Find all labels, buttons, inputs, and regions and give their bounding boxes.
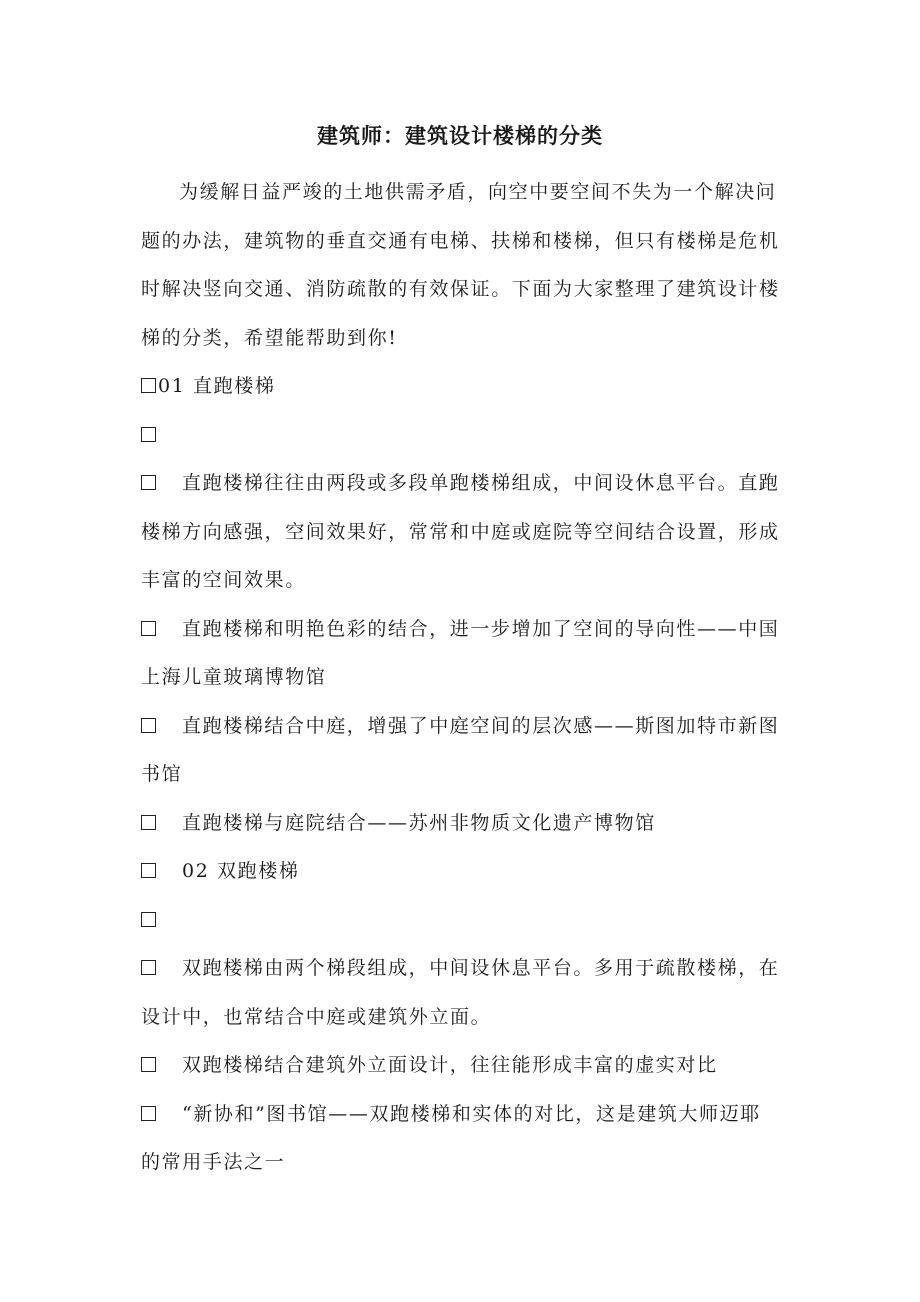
image-placeholder-icon (141, 815, 156, 830)
section1-heading (141, 362, 781, 411)
section2-paragraph-1 (141, 944, 781, 1041)
section2-paragraph-2-text: 双跑楼梯结合建筑外立面设计，往往能形成丰富的虚实对比 (182, 1054, 718, 1076)
image-placeholder-icon (141, 1106, 156, 1121)
section2-heading (141, 847, 781, 896)
section1-paragraph-1-text: 直跑楼梯往往由两段或多段单跑楼梯组成，中间设休息平台。直跑楼梯方向感强，空间效果好，常常和中庭或庭院等空间结合设置，形成丰富的空间效果。 (141, 472, 780, 591)
section2-paragraph-1-text: 双跑楼梯由两个梯段组成，中间设休息平台。多用于疏散楼梯，在设计中，也常结合中庭或建筑外立面。 (141, 957, 780, 1028)
image-placeholder-icon (141, 912, 156, 927)
section1-paragraph-3 (141, 702, 781, 799)
image-placeholder-row (141, 411, 781, 460)
image-placeholder-row (141, 896, 781, 945)
section2-heading-text: 02 双跑楼梯 (182, 860, 300, 882)
section2-paragraph-2 (141, 1041, 781, 1090)
section1-paragraph-2 (141, 605, 781, 702)
image-placeholder-icon (141, 378, 156, 393)
section1-paragraph-3-text: 直跑楼梯结合中庭，增强了中庭空间的层次感——斯图加特市新图书馆 (141, 714, 780, 785)
image-placeholder-icon (141, 960, 156, 975)
image-placeholder-icon (141, 863, 156, 878)
image-placeholder-icon (141, 1057, 156, 1072)
section2-paragraph-3 (141, 1090, 781, 1187)
intro-paragraph: 为缓解日益严竣的土地供需矛盾，向空中要空间不失为一个解决问题的办法，建筑物的垂直交通有电梯、扶梯和楼梯，但只有楼梯是危机时解决竖向交通、消防疏散的有效保证。下面为大家整理了建筑设计楼梯的分类，希望能帮助到你! (141, 181, 780, 349)
section1-paragraph-4-text: 直跑楼梯与庭院结合——苏州非物质文化遗产博物馆 (182, 811, 656, 834)
image-placeholder-icon (141, 621, 156, 636)
section1-paragraph-1 (141, 459, 781, 605)
document-body (141, 168, 781, 1187)
image-placeholder-icon (141, 427, 156, 442)
section1-paragraph-4 (141, 799, 781, 848)
section2-paragraph-3-text: “新协和”图书馆——双跑楼梯和实体的对比，这是建筑大师迈耶的常用手法之一 (141, 1102, 761, 1173)
image-placeholder-icon (141, 718, 156, 733)
section1-heading-text: 01 直跑楼梯 (158, 375, 276, 397)
section1-paragraph-2-text: 直跑楼梯和明艳色彩的结合，进一步增加了空间的导向性——中国上海儿童玻璃博物馆 (141, 617, 780, 688)
image-placeholder-icon (141, 475, 156, 490)
page-title: 建筑师：建筑设计楼梯的分类 (317, 123, 603, 148)
